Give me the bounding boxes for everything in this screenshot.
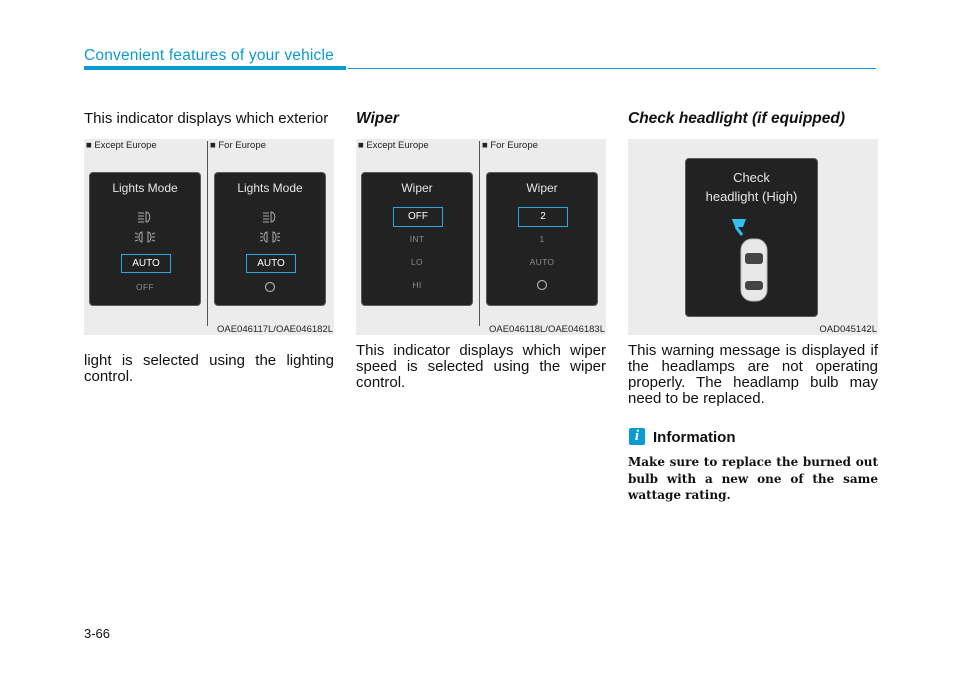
figure-code: OAD045142L [819, 324, 877, 335]
off-circle-icon [536, 279, 548, 291]
lights-intro-text: This indicator displays which exterior [84, 110, 329, 127]
selected-option-box: AUTO [121, 254, 171, 273]
check-headlight-heading: Check headlight (if equipped) [628, 110, 846, 127]
tail-light-icon [134, 231, 156, 243]
screen-title: Wiper [526, 181, 558, 195]
high-beam-icon [137, 211, 153, 223]
wiper-screen-for-europe [486, 172, 598, 306]
header-rule [348, 68, 876, 70]
option-off: OFF [136, 282, 154, 292]
off-circle-icon [264, 281, 276, 293]
wiper-figure [356, 139, 606, 335]
figure-divider [207, 141, 208, 326]
selected-option-box: 2 [518, 207, 568, 227]
screen-message-line1: Check [733, 170, 770, 185]
option-1: 1 [539, 234, 545, 244]
option-hi: HI [412, 280, 422, 290]
check-headlight-screen [685, 158, 818, 317]
check-headlight-figure [628, 139, 878, 335]
figure-caption-for-europe: ■ For Europe [482, 140, 538, 151]
information-text: Make sure to replace the burned out bulb with a new one of the same wattage rating. [628, 455, 878, 502]
section-header: Convenient features of your vehicle [84, 47, 334, 64]
info-icon: i [629, 428, 645, 445]
lights-continuation-text: light is selected using the lighting control. [84, 352, 334, 385]
screen-title: Lights Mode [237, 181, 303, 195]
lights-mode-screen-except-europe [89, 172, 201, 306]
header-accent-bar [84, 66, 346, 70]
selected-option-box: AUTO [246, 254, 296, 273]
screen-message-line2: headlight (High) [705, 189, 798, 204]
car-top-view-icon [724, 219, 774, 307]
figure-caption-except-europe: ■ Except Europe [358, 140, 429, 151]
figure-code: OAE046117L/OAE046182L [216, 324, 333, 335]
figure-divider [479, 141, 480, 326]
option-lo: LO [411, 257, 423, 267]
option-auto: AUTO [529, 257, 555, 267]
selected-option-box: OFF [393, 207, 443, 227]
option-int: INT [409, 234, 425, 244]
tail-light-icon [259, 231, 281, 243]
wiper-body-text: This indicator displays which wiper speed is selected using the wiper control. [356, 342, 606, 391]
figure-caption-for-europe: ■ For Europe [210, 140, 266, 151]
wiper-heading: Wiper [356, 110, 399, 127]
figure-code: OAE046118L/OAE046183L [488, 324, 605, 335]
wiper-screen-except-europe [361, 172, 473, 306]
information-title: Information [653, 429, 736, 446]
screen-title: Lights Mode [112, 181, 178, 195]
page-number: 3-66 [84, 626, 111, 641]
check-headlight-body-text: This warning message is displayed if the headlamps are not operating properly. The headlamp bulb may need to be replaced. [628, 342, 878, 407]
lights-mode-screen-for-europe [214, 172, 326, 306]
figure-caption-except-europe: ■ Except Europe [86, 140, 157, 151]
screen-title: Wiper [401, 181, 433, 195]
lights-mode-figure [84, 139, 334, 335]
high-beam-icon [262, 211, 278, 223]
